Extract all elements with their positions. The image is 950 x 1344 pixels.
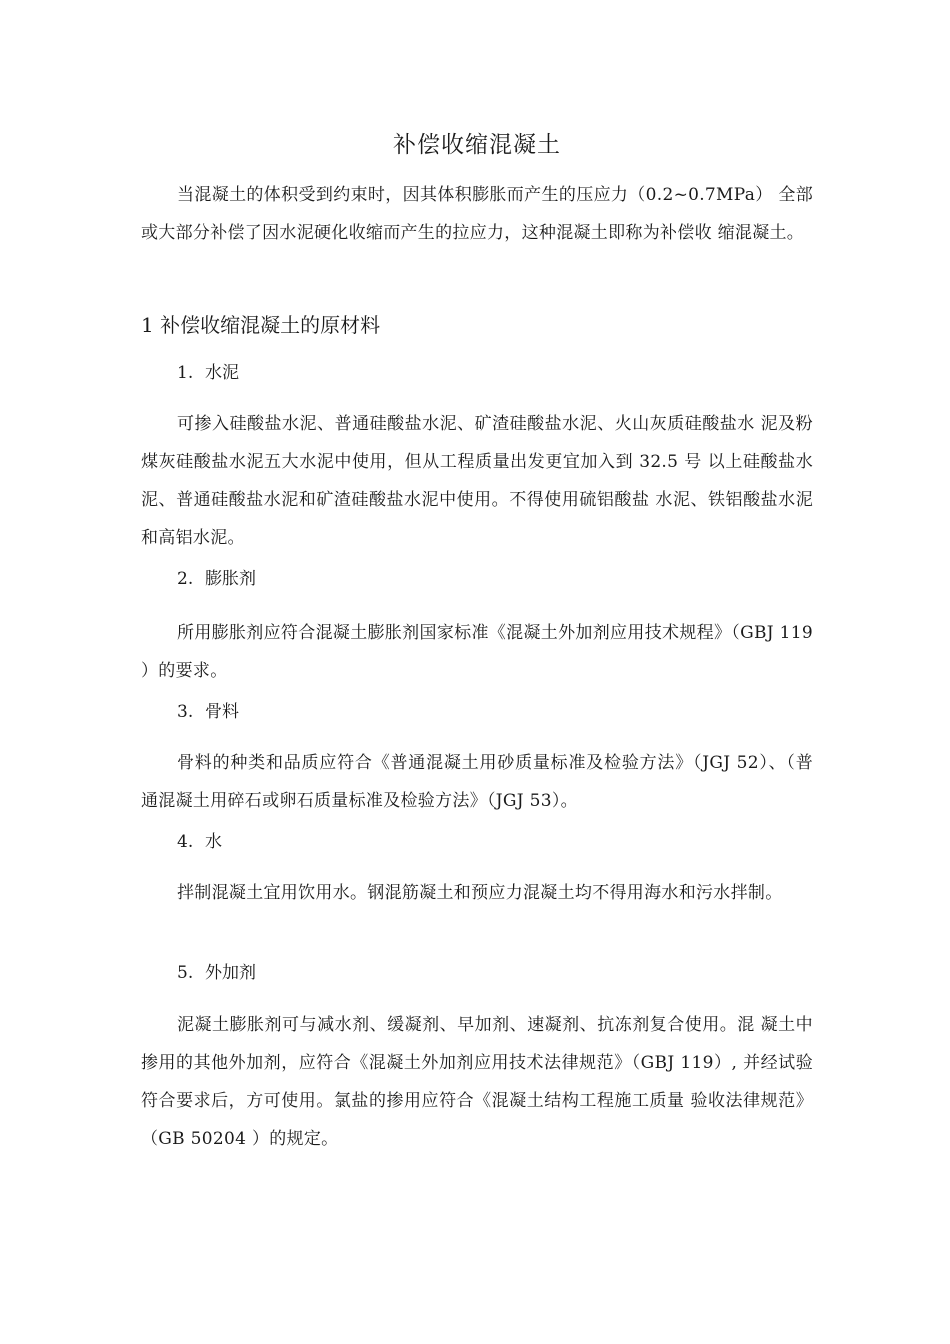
list-item-paragraph: 骨料的种类和品质应符合《普通混凝土用砂质量标准及检验方法》（JGJ 52）、（普通混凝土用碎石或卵石质量标准及检验方法》（JGJ 53）。 — [141, 753, 813, 811]
list-item-label: 水泥 — [205, 363, 239, 383]
list-item-heading — [177, 697, 239, 727]
list-item-number: 3. — [177, 702, 194, 722]
list-item-heading — [177, 827, 222, 857]
list-item-number: 1. — [177, 363, 194, 383]
section-heading: 1 补偿收缩混凝土的原材料 — [141, 313, 381, 337]
list-item-number: 4. — [177, 832, 194, 852]
document-title: 补偿收缩混凝土 — [393, 132, 561, 158]
list-item-heading — [177, 358, 239, 388]
list-item-heading — [177, 958, 256, 988]
list-item-number: 2. — [177, 569, 194, 589]
list-item-label: 骨料 — [205, 702, 239, 722]
list-item-heading — [177, 564, 256, 594]
list-item-paragraph: 可掺入硅酸盐水泥、普通硅酸盐水泥、矿渣硅酸盐水泥、火山灰质硅酸盐水 泥及粉煤灰硅酸盐水泥五大水泥中使用，但从工程质量出发更宜加入到 32.5 号 以上硅酸盐水泥、普通硅酸盐水泥和矿渣硅酸盐水泥中使用。不得使用硫铝酸盐 水泥、铁铝酸盐水泥和高铝水泥。 — [141, 414, 813, 548]
list-item-paragraph: 泥凝土膨胀剂可与减水剂、缓凝剂、早加剂、速凝剂、抗冻剂复合使用。混 凝土中掺用的其他外加剂，应符合《混凝土外加剂应用技术法律规范》（GBJ 119）, 并经试验符合要求后，方可使用。氯盐的掺用应符合《混凝土结构工程施工质量 验收法律规范》（GB 50204 ）的规定。 — [141, 1015, 813, 1149]
list-item-number: 5. — [177, 963, 194, 983]
intro-paragraph: 当混凝土的体积受到约束时，因其体积膨胀而产生的压应力（0.2~0.7MPa） 全部或大部分补偿了因水泥硬化收缩而产生的拉应力，这种混凝土即称为补偿收 缩混凝土。 — [141, 185, 813, 243]
list-item-label: 水 — [205, 832, 222, 852]
list-item-label: 外加剂 — [205, 963, 256, 983]
list-item-paragraph: 所用膨胀剂应符合混凝土膨胀剂国家标准《混凝土外加剂应用技术规程》（GBJ 119 ）的要求。 — [141, 623, 813, 681]
list-item-label: 膨胀剂 — [205, 569, 256, 589]
list-item-paragraph: 拌制混凝土宜用饮用水。钢混筋凝土和预应力混凝土均不得用海水和污水拌制。 — [177, 883, 783, 903]
